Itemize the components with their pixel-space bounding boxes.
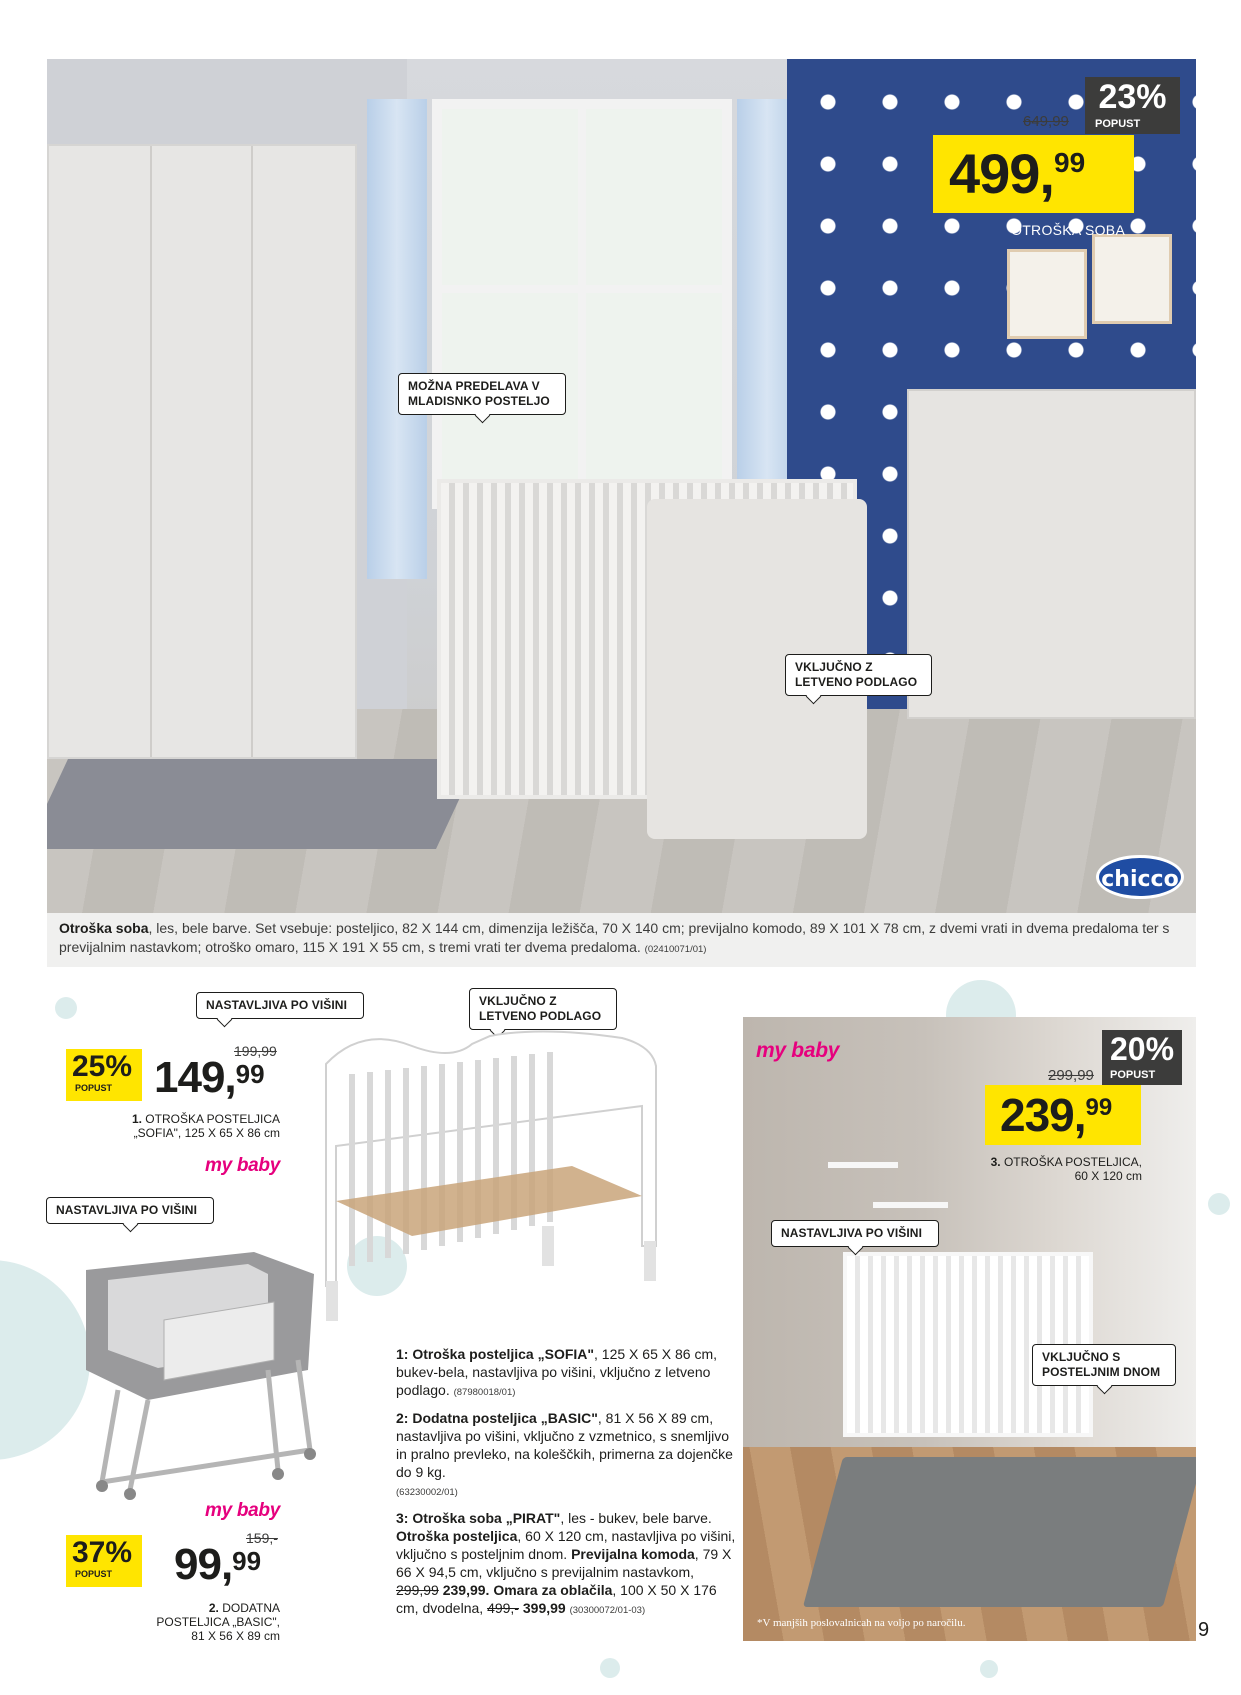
desc-3-wardrobe-old: 499,- (487, 1600, 519, 1616)
hero-caption (47, 913, 1196, 967)
p3-label (960, 1155, 1142, 1183)
p3-price-int: 239, (1000, 1089, 1086, 1141)
p2-discount-badge (66, 1535, 142, 1587)
p3-discount-label: POPUST (1110, 1069, 1156, 1081)
p3-discount-pct: 20% (1109, 1031, 1175, 1067)
curtain (367, 99, 427, 579)
desc-1-title: 1: Otroška posteljica „SOFIA" (396, 1346, 595, 1362)
hero-discount-badge (1085, 77, 1180, 134)
p1-discount-label: POPUST (75, 1083, 113, 1093)
p2-num: 2. (208, 1601, 219, 1615)
hero-price-int: 499, (949, 142, 1054, 205)
hero-discount-label: POPUST (1095, 118, 1141, 130)
decor-dot (55, 997, 77, 1019)
p2-label-line1: DODATNA (222, 1601, 280, 1615)
desc-3-commode: Previjalna komoda (571, 1546, 695, 1562)
p1-num: 1. (131, 1112, 142, 1126)
decor-dot (600, 1658, 620, 1678)
page-number: 9 (1198, 1619, 1210, 1641)
desc-3-commode-old: 299,99 (396, 1582, 439, 1598)
desc-3 (396, 1509, 736, 1620)
p1-label-line1: OTROŠKA POSTELJICA (145, 1112, 280, 1126)
wardrobe (47, 144, 357, 759)
p1-label (100, 1112, 280, 1140)
p1-price-dec: 99 (235, 1059, 265, 1089)
p2-brand-logo: my baby (205, 1500, 280, 1521)
desc-3-bed: Otroška posteljica (396, 1528, 518, 1544)
decor-dot (1208, 1193, 1230, 1215)
p1-discount-pct: 25% (72, 1050, 133, 1083)
desc-3-commode-new: 239,99 (438, 1582, 486, 1598)
p3-label-line2: 60 X 120 cm (1074, 1169, 1142, 1183)
callout-height-adjustable-1: NASTAVLJIVA PO VIŠINI (196, 992, 364, 1019)
p2-discount-label: POPUST (75, 1569, 113, 1579)
callout-slatted-base-1: VKLJUČNO Z LETVENO PODLAGO (469, 988, 617, 1030)
p1-brand-logo: my baby (205, 1155, 280, 1176)
caption-text: , les, bele barve. Set vsebuje: posteljico, 82 X 144 cm, dimenzija ležišča, 70 X 140 cm; previjalno komodo, 89 X 101 X 78 cm, z dvemi vrati in dvema predaloma ter s previjalnim nastavkom; otroško omaro, 115 X 191 X 55 cm, s tremi vrati ter dvema predaloma. (59, 920, 1170, 955)
p2-label-line3: 81 X 56 X 89 cm (191, 1629, 280, 1643)
desc-3-wardrobe: . Omara za oblačila (485, 1582, 613, 1598)
desc-3-text1: , les - bukev, bele barve. (560, 1510, 712, 1526)
basic-bassinet-image (78, 1250, 330, 1500)
p1-price-int: 149, (154, 1053, 236, 1102)
wall-shelf (873, 1202, 948, 1208)
p2-price (174, 1540, 261, 1590)
changing-dresser (907, 389, 1196, 719)
p3-brand-logo: my baby (756, 1039, 840, 1062)
p2-label-line2: POSTELJICA „BASIC", (156, 1615, 280, 1629)
p2-price-int: 99, (174, 1540, 233, 1589)
decor-dot (980, 1660, 998, 1678)
p2-discount-pct: 37% (72, 1536, 133, 1569)
desc-3-text4: , 100 X 50 X 176 cm, dvodelna, (396, 1582, 717, 1616)
desc-3-text2: , 60 X 120 cm, nastavljiva po višini, vključno s posteljnim dnom. (396, 1528, 736, 1562)
p2-price-dec: 99 (232, 1546, 262, 1576)
decor-dot (0, 1260, 90, 1460)
desc-3-text3: , 79 X 66 X 94,5 cm, vključno s previjalnim nastavkom, (396, 1546, 732, 1580)
desc-3-wardrobe-new: 399,99 (522, 1600, 566, 1616)
p1-price (154, 1053, 265, 1103)
p3-price-dec: 99 (1085, 1094, 1113, 1121)
rug (803, 1457, 1196, 1607)
desc-1-code: (87980018/01) (453, 1387, 516, 1398)
p2-label (100, 1601, 280, 1643)
callout-height-adjustable-2: NASTAVLJIVA PO VIŠINI (46, 1197, 214, 1224)
desc-1 (396, 1345, 736, 1402)
caption-title: Otroška soba (59, 920, 149, 936)
photo2-footnote: *V manjših poslovalnicah na voljo po naročilu. (757, 1617, 966, 1629)
p2-old-price: 159,- (246, 1530, 278, 1546)
callout-bed-bottom: VKLJUČNO S POSTELJNIM DNOM (1032, 1344, 1176, 1386)
desc-2-title: 2: Dodatna posteljica „BASIC" (396, 1410, 598, 1426)
rug (47, 759, 478, 849)
hero-price (933, 135, 1134, 213)
callout-slatted-base: VKLJUČNO Z LETVENO PODLAGO (785, 654, 932, 696)
hero-product-label: OTROŠKA SOBA (1011, 222, 1126, 238)
desc-1-text: , 125 X 65 X 86 cm, bukev-bela, nastavljiva po višini, vključno z letveno podlago. (396, 1346, 717, 1398)
p1-discount-badge (66, 1049, 142, 1101)
hero-discount-pct: 23% (1098, 78, 1167, 116)
p3-price (985, 1085, 1141, 1145)
p1-old-price: 199,99 (234, 1043, 277, 1059)
caption-code: (02410071/01) (644, 944, 707, 955)
sofia-crib-image (322, 1026, 660, 1326)
p3-label-line1: OTROŠKA POSTELJICA, (1003, 1155, 1142, 1169)
desc-2-text: , 81 X 56 X 89 cm, nastavljiva po višini, vključno z vzmetnico, s snemljivo in pralno prevleko, na koleščkih, primerna za dojenčke do 9 kg. (396, 1410, 733, 1480)
wall-shelf (828, 1162, 898, 1168)
desc-2-code: (63230002/01) (396, 1487, 458, 1498)
p3-old-price: 299,99 (1048, 1067, 1094, 1084)
callout-height-adjustable-3: NASTAVLJIVA PO VIŠINI (771, 1220, 939, 1247)
picture-frame (1092, 234, 1172, 324)
p3-num: 3. (990, 1155, 1001, 1169)
product-descriptions (396, 1345, 736, 1627)
desc-2 (396, 1409, 736, 1502)
callout-convertible: MOŽNA PREDELAVA V MLADISNKO POSTELJO (398, 373, 566, 415)
desc-3-code: (30300072/01-03) (569, 1605, 646, 1616)
desc-3-title: 3: Otroška soba „PIRAT" (396, 1510, 561, 1526)
p3-discount-badge (1102, 1030, 1182, 1085)
picture-frame (1007, 249, 1087, 339)
p1-label-line2: „SOFIA", 125 X 65 X 86 cm (133, 1126, 280, 1140)
chicco-logo: chicco (1096, 855, 1184, 899)
window (432, 99, 732, 509)
hero-price-dec: 99 (1054, 147, 1086, 178)
hero-old-price: 649,99 (1023, 113, 1069, 130)
